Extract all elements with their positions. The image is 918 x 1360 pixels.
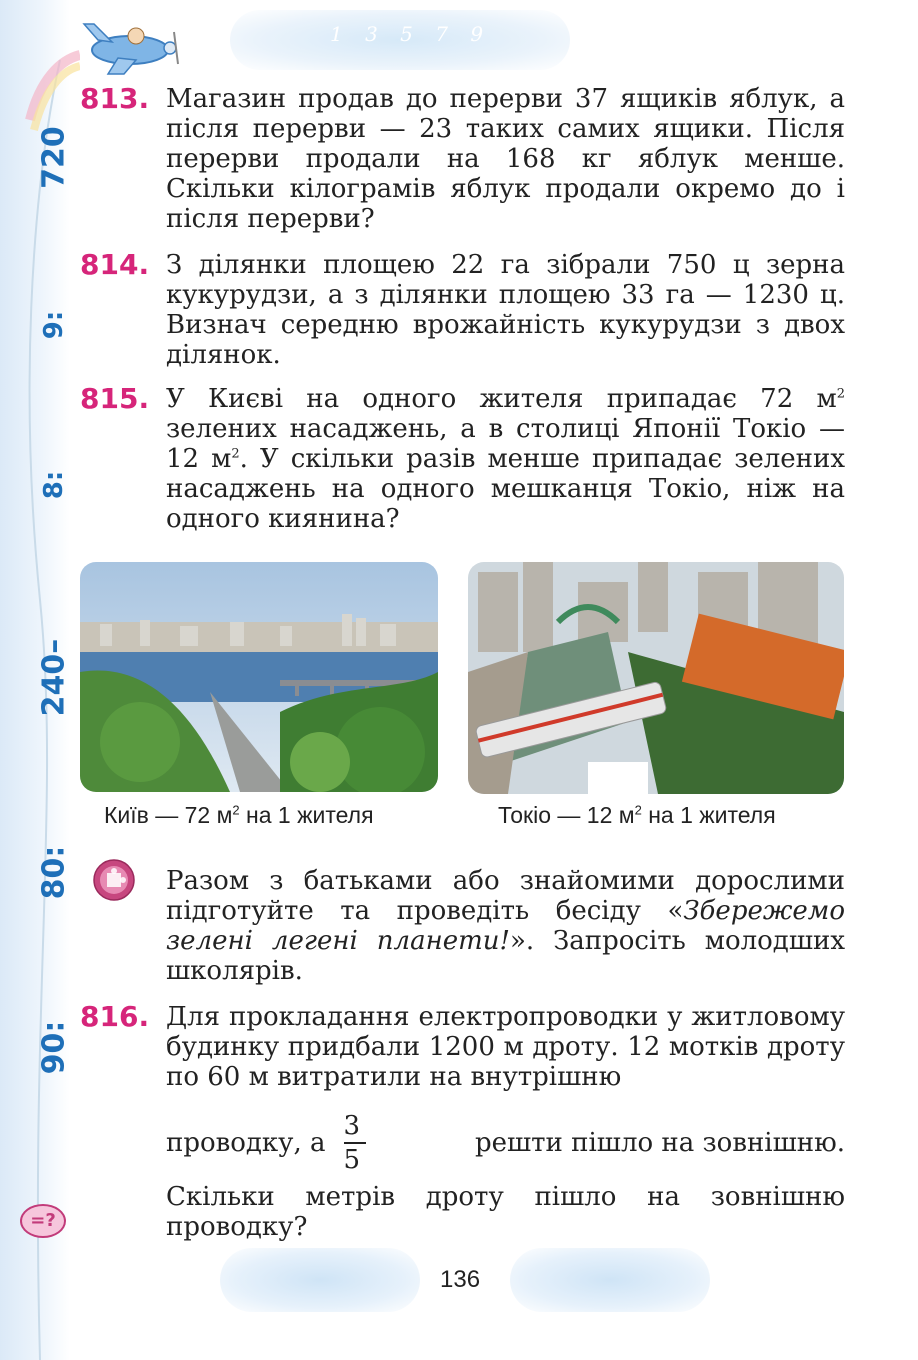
problem-text: Магазин продав до перерви 37 ящиків яблук, а після перерви — 23 таких самих ящики. Після перерви продали на 168 кг яблук менше. Скільки кілограмів яблук продали окремо до і після перерви? (166, 84, 845, 234)
footer-cloud (510, 1248, 710, 1312)
kyiv-caption: Київ — 72 $м^2$ на 1 жителя (104, 802, 374, 828)
project-task (80, 866, 845, 986)
page-number: 136 (440, 1266, 481, 1293)
problem-814 (80, 250, 845, 370)
side-number: 8: (39, 470, 69, 500)
project-text: Разом з батьками або знайомими дорослими підготуйте та проведіть бесіду «Збережемо зелені легені планети!». Запросіть молодших школярів. (166, 866, 845, 986)
problem-815 (80, 384, 845, 534)
header-cloud (230, 10, 570, 70)
question-badge-icon: =? (20, 1204, 66, 1238)
side-number: 90: (36, 1020, 72, 1075)
side-number: 80: (36, 845, 72, 900)
problem-text: З ділянки площею 22 га зібрали 750 ц зерна кукурудзи, а з ділянки площею 33 га — 1230 ц. Визнач середню врожайність кукурудзи з двох ділянок. (166, 250, 845, 370)
tokyo-photo (468, 562, 844, 794)
problem-text: Для прокладання електропроводки у житловому будинку придбали 1200 м дроту. 12 мотків дроту по 60 м витратили на внутрішню (166, 1002, 845, 1092)
problem-number: 815. (80, 382, 150, 415)
fraction: $\frac{3}{5}$ (344, 1110, 366, 1176)
problem-number: 816. (80, 1000, 150, 1033)
header-digits: 1 3 5 7 9 (330, 22, 492, 46)
side-number: 240– (36, 638, 72, 717)
problem-number: 813. (80, 82, 150, 115)
problem-text-fraction-line: проводку, а $\frac{3}{5}$ решти пішло на зовнішню. (166, 1111, 845, 1175)
side-number: 720 (36, 126, 72, 189)
tokyo-caption: Токіо — 12 $м^2$ на 1 жителя (498, 802, 776, 828)
side-number: 9: (39, 310, 69, 340)
problem-question: Скільки метрів дроту пішло на зовнішню проводку? (166, 1182, 845, 1242)
problem-number: 814. (80, 248, 150, 281)
problem-813 (80, 84, 845, 234)
problem-816 (80, 1002, 845, 1242)
footer-cloud (220, 1248, 420, 1312)
airplane-icon (78, 18, 188, 78)
kyiv-photo (80, 562, 438, 792)
problem-text: У Києві на одного жителя припадає 72 $м^2$ зелених насаджень, а в столиці Японії Токіо — 12 $м^2$. У скільки разів менше припадає зелених насаджень на одного мешканця Токіо, ніж на одного киянина? (166, 384, 845, 534)
